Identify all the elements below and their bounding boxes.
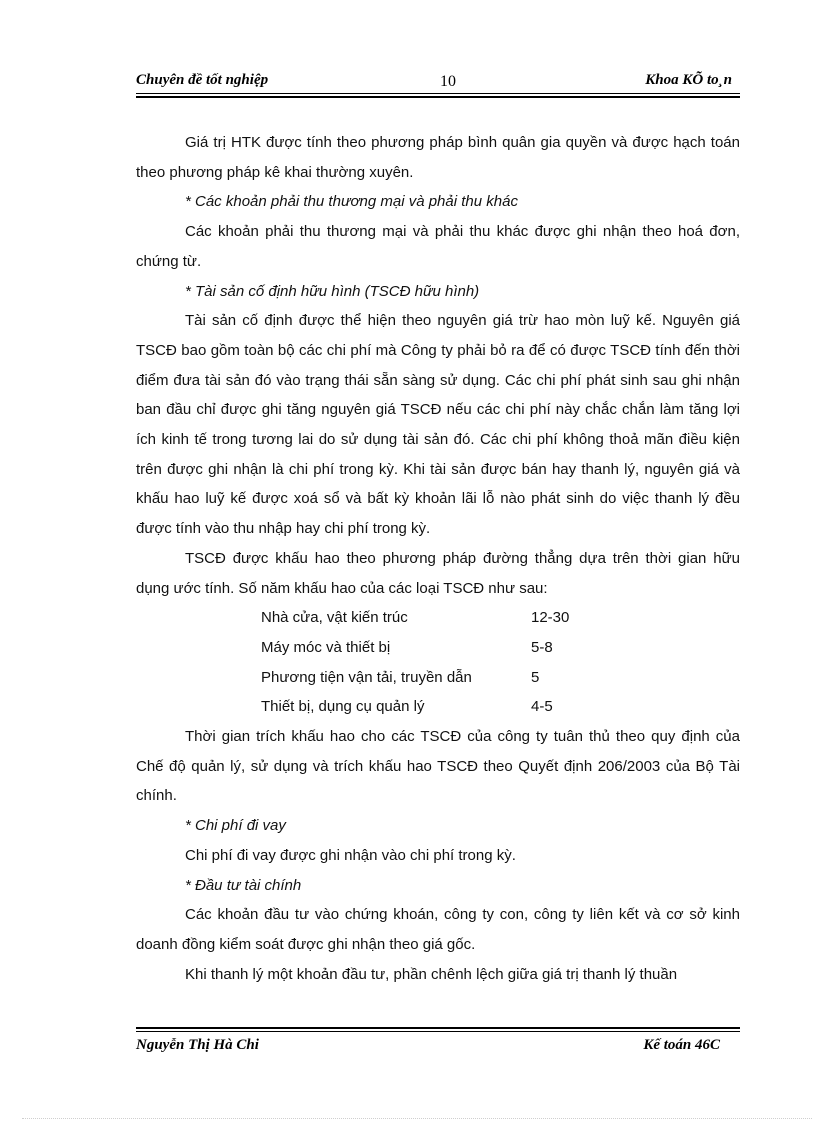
paragraph: TSCĐ được khấu hao theo phương pháp đường thẳng dựa trên thời gian hữu dụng ước tính. Số năm khấu hao của các loại TSCĐ như sau: — [136, 549, 740, 597]
section-heading: * Tài sản cố định hữu hình (TSCĐ hữu hình) — [185, 282, 480, 300]
depreciation-years: 12-30 — [531, 609, 570, 627]
asset-type: Máy móc và thiết bị — [261, 638, 391, 656]
depreciation-table — [136, 603, 740, 722]
paragraph: Thời gian trích khấu hao cho các TSCĐ của công ty tuân thủ theo quy định của Chế độ quản lý, sử dụng và trích khấu hao TSCĐ theo Quyết định 206/2003 của Bộ Tài chính. — [136, 728, 740, 805]
asset-type: Thiết bị, dụng cụ quản lý — [261, 698, 425, 716]
table-row — [261, 692, 740, 722]
footer-author: Nguyễn Thị Hà Chi — [136, 1037, 259, 1053]
page-header — [136, 72, 740, 94]
header-rule-thin — [136, 93, 740, 94]
header-rule-thick — [136, 96, 740, 98]
page-body — [136, 128, 740, 989]
footer-rule-thick — [136, 1027, 740, 1029]
page-footer — [136, 1037, 740, 1059]
table-row — [261, 633, 740, 663]
header-document-type: Chuyên đề tốt nghiệp — [136, 72, 269, 88]
section-heading: * Các khoản phải thu thương mại và phải thu khác — [185, 193, 518, 211]
depreciation-years: 4-5 — [531, 698, 553, 716]
paragraph: Khi thanh lý một khoản đầu tư, phần chênh lệch giữa giá trị thanh lý thuần — [185, 965, 678, 983]
table-row — [261, 663, 740, 693]
depreciation-years: 5 — [531, 668, 540, 686]
table-row — [261, 603, 740, 633]
paragraph: Chi phí đi vay được ghi nhận vào chi phí trong kỳ. — [185, 846, 516, 864]
page-boundary-line — [22, 1118, 812, 1119]
paragraph: Tài sản cố định được thể hiện theo nguyên giá trừ hao mòn luỹ kế. Nguyên giá TSCĐ bao gồm toàn bộ các chi phí mà Công ty phải bỏ ra để có được TSCĐ tính đến thời điểm đưa tài sản đó vào trạng thái sẵn sàng sử dụng. Các chi phí phát sinh sau ghi nhận ban đầu chỉ được ghi tăng nguyên giá TSCĐ nếu các chi phí này chắc chắn làm tăng lợi ích kinh tế trong tương lai do sử dụng tài sản đó. Các chi phí không thoả mãn điều kiện trên được ghi nhận là chi phí trong kỳ. Khi tài sản được bán hay thanh lý, nguyên giá và khấu hao luỹ kế được xoá sổ và bất kỳ khoản lãi lỗ nào phát sinh do việc thanh lý đều được tính vào thu nhập hay chi phí trong kỳ. — [136, 312, 740, 538]
asset-type: Nhà cửa, vật kiến trúc — [261, 609, 408, 627]
paragraph: Các khoản đầu tư vào chứng khoán, công ty con, công ty liên kết và cơ sở kinh doanh đồng kiểm soát được ghi nhận theo giá gốc. — [136, 906, 740, 953]
section-heading: * Chi phí đi vay — [185, 817, 286, 835]
depreciation-years: 5-8 — [531, 638, 553, 656]
page-number: 10 — [440, 73, 456, 90]
asset-type: Phương tiện vận tải, truyền dẫn — [261, 668, 472, 686]
paragraph: Giá trị HTK được tính theo phương pháp bình quân gia quyền và được hạch toán theo phương pháp kê khai thường xuyên. — [136, 134, 740, 181]
section-heading: * Đầu tư tài chính — [185, 876, 302, 894]
footer-class: Kế toán 46C — [643, 1037, 720, 1053]
header-department: Khoa KÕ to¸n — [645, 72, 732, 88]
footer-rule-thin — [136, 1031, 740, 1032]
paragraph: Các khoản phải thu thương mại và phải thu khác được ghi nhận theo hoá đơn, chứng từ. — [136, 223, 740, 270]
